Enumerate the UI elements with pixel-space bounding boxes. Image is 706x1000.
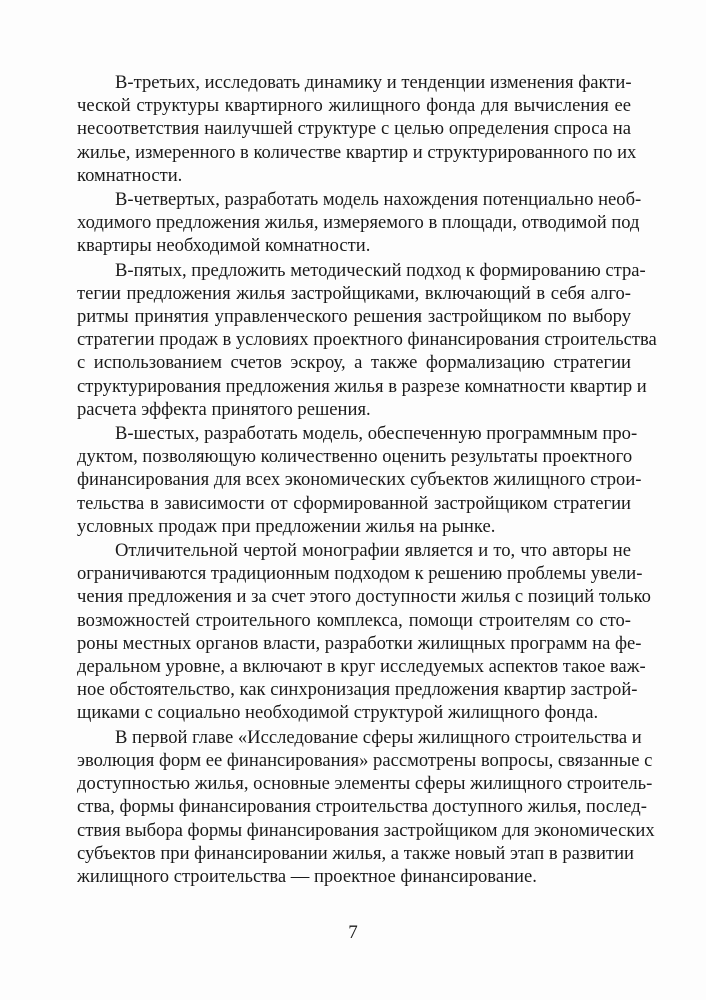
text-line: условных продаж при предложении жилья на рынке. (77, 515, 496, 537)
text-line: ческой структуры квартирного жилищного фонда для вычисления ее (77, 95, 631, 117)
text-line: структурирования предложения жилья в разрезе комнатности квартир и (77, 375, 647, 397)
text-line: несоответствия наилучшей структуре с целью определения спроса на (77, 118, 631, 140)
text-line: Отличительной чертой монографии является и то, что авторы не (115, 540, 631, 562)
paragraph (77, 422, 642, 538)
text-line: субъектов при финансировании жилья, а также новый этап в развитии (77, 842, 634, 864)
text-line: стратегии продаж в условиях проектного финансирования строительства (77, 329, 657, 351)
text-line: ритмы принятия управленческого решения застройщиком по выбору (77, 306, 631, 328)
text-line: расчета эффекта принятого решения. (77, 398, 371, 420)
text-line: ное обстоятельство, как синхронизация предложения квартир застрой- (77, 679, 638, 701)
text-line: ствия выбора формы финансирования застройщиком для экономических (77, 819, 655, 841)
text-line: доступностью жилья, основные элементы сферы жилищного строитель- (77, 773, 653, 795)
text-line: тельства в зависимости от сформированной застройщиком стратегии (77, 492, 631, 514)
text-line: щиками с социально необходимой структурой жилищного фонда. (77, 702, 599, 724)
paragraph (77, 71, 637, 187)
text-line: дуктом, позволяющую количественно оценить результаты проектного (77, 446, 633, 468)
text-line: ства, формы финансирования строительства доступного жилья, послед- (77, 796, 647, 818)
text-line: В-третьих, исследовать динамику и тенденции изменения факти- (115, 72, 632, 93)
text-line: деральном уровне, а включают в круг исследуемых аспектов такое важ- (77, 656, 646, 678)
text-line: жилищного строительства — проектное финансирование. (77, 865, 537, 887)
text-line: комнатности. (77, 164, 183, 186)
text-line: возможностей строительного комплекса, помощи строителям со сто- (77, 609, 631, 631)
body-text (77, 71, 657, 889)
text-line: жилье, измеренного в количестве квартир и структурированного по их (77, 141, 637, 163)
text-line: В-шестых, разработать модель, обеспеченную программным про- (115, 423, 638, 445)
text-line: ограничиваются традиционным подходом к решению проблемы увели- (77, 563, 643, 585)
paragraph (77, 726, 655, 888)
page-number: 7 (348, 922, 358, 943)
text-line: чения предложения и за счет этого доступности жилья с позиций только (77, 586, 651, 608)
text-line: ходимого предложения жилья, измеряемого в площади, отводимой под (77, 212, 640, 234)
paragraph (77, 539, 651, 725)
text-line: квартиры необходимой комнатности. (77, 235, 371, 257)
text-line: В-четвертых, разработать модель нахождения потенциально необ- (115, 189, 642, 211)
text-line: эволюция форм ее финансирования» рассмотрены вопросы, связанные с (77, 749, 653, 771)
paragraph (77, 259, 657, 421)
text-line: В первой главе «Исследование сферы жилищного строительства и (115, 726, 642, 748)
text-line: роны местных органов власти, разработки жилищных программ на фе- (77, 632, 642, 654)
text-line: В-пятых, предложить методический подход к формированию стра- (115, 259, 646, 281)
text-line: тегии предложения жилья застройщиками, включающий в себя алго- (77, 282, 631, 304)
text-line: с использованием счетов эскроу, а также формализацию стратегии (77, 352, 631, 374)
text-line: финансирования для всех экономических субъектов жилищного строи- (77, 469, 642, 491)
paragraph (77, 188, 642, 258)
